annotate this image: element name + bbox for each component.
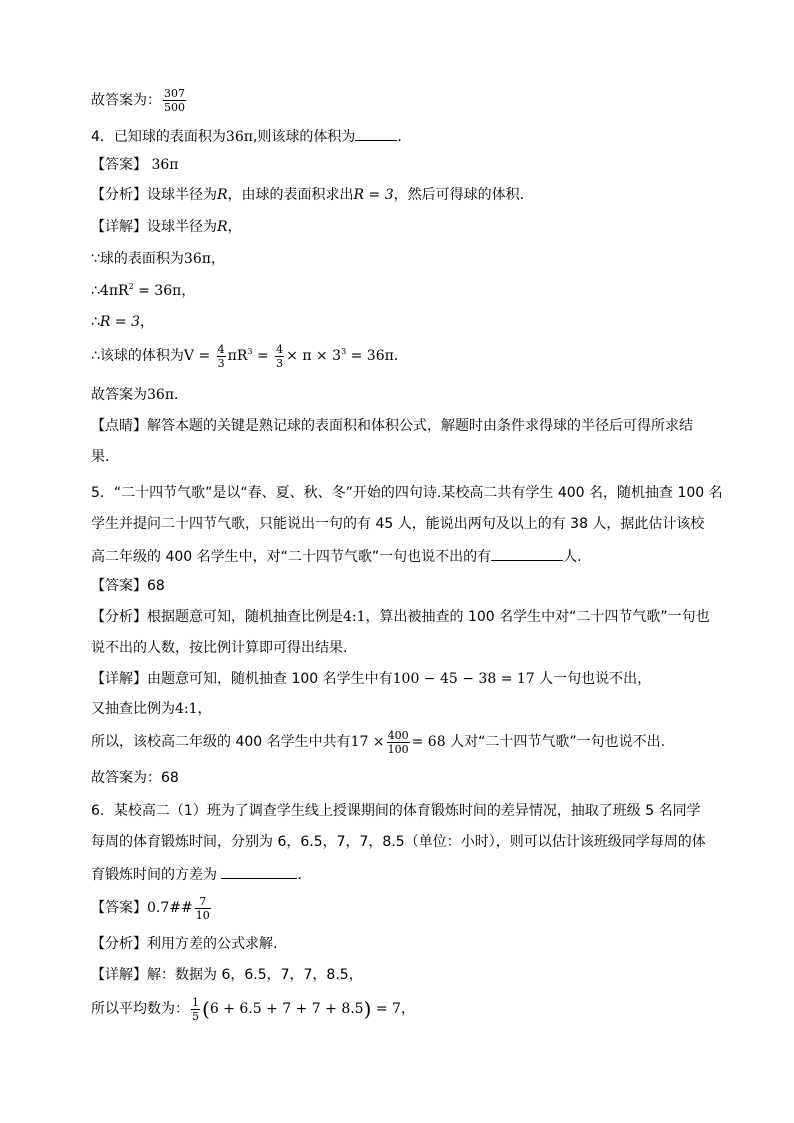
text: 故答案为： <box>91 770 161 786</box>
detail-tag: 【详解】 <box>91 671 147 687</box>
q6-answer-fraction <box>195 895 211 922</box>
answer-blank <box>491 546 563 561</box>
text: 人对“二十四节气歌”一句也说不出. <box>445 734 666 750</box>
q5-stem-line1 <box>91 484 723 502</box>
math: 0.7## <box>147 900 193 916</box>
q5-stem-line2 <box>91 515 704 533</box>
text: 育锻炼时间的方差为 <box>91 867 222 883</box>
analysis-tag: 【分析】 <box>91 609 147 625</box>
answer-tag: 【答案】 <box>91 900 147 916</box>
text: 又抽查比例为 <box>91 701 175 717</box>
frac-num: 1 <box>192 995 199 1009</box>
text: 果． <box>91 449 119 465</box>
text: 所以平均数为： <box>91 1001 189 1017</box>
answer-tag: 【答案】 <box>91 578 147 594</box>
q5-detail-line3 <box>91 728 665 756</box>
volume-fraction-2 <box>275 343 284 370</box>
close-paren: ) <box>363 997 372 1021</box>
answer-tag: 【答案】 <box>91 157 147 173</box>
mean-fraction <box>191 996 200 1023</box>
q6-analysis <box>91 935 277 953</box>
q4-analysis <box>91 186 534 204</box>
text: ， <box>227 219 242 235</box>
frac-den: 3 <box>217 356 225 370</box>
math: 4:1 <box>175 701 198 717</box>
text: 人. <box>563 549 582 565</box>
text: 故答案为 <box>91 387 147 403</box>
text: ,则该球的体积为 <box>252 129 356 145</box>
q6-stem-line3 <box>91 864 311 884</box>
q5-detail-line1 <box>91 670 651 688</box>
comment-tag: 【点睛】 <box>91 418 147 434</box>
q3-answer-prefix: 故答案为： <box>91 92 161 109</box>
q6-answer <box>91 894 213 922</box>
q6-stem-line2 <box>91 833 706 851</box>
q5-answer <box>91 577 165 595</box>
math: 36π <box>147 387 175 403</box>
frac-den: 5 <box>192 1009 199 1023</box>
q3-answer-fraction <box>163 87 186 114</box>
text: 4．已知球的表面积为 <box>91 129 226 145</box>
text: 每周的体育锻炼时间，分别为 6，6.5，7，7，8.5（单位：小时），则可以估计该班级同学每周的体 <box>91 834 706 850</box>
text: 5．“二十四节气歌”是以“春、夏、秋、冬”开始的四句诗.某校高二共有学生 400 名，随机抽查 100 名 <box>91 485 723 501</box>
math: = <box>252 348 274 364</box>
text: 解：数据为 6，6.5，7，7，8.5， <box>147 967 363 983</box>
q5-fraction <box>387 729 410 756</box>
q4-step4 <box>91 342 408 370</box>
frac-num: 307 <box>164 87 185 100</box>
text: 68 <box>161 770 179 786</box>
q5-detail-line2 <box>91 700 212 718</box>
q6-stem-line1 <box>91 802 701 820</box>
math: 36π <box>225 129 253 145</box>
math-sup: 3 <box>341 347 347 356</box>
math: 100 − 45 − 38 = 17 <box>392 671 535 687</box>
q5-final <box>91 769 179 787</box>
text: 由题意可知，随机抽查 100 名学生中有 <box>147 671 393 687</box>
text: 设球半径为 <box>147 187 217 203</box>
frac-num: 4 <box>217 342 225 356</box>
q4-step1 <box>91 250 225 268</box>
frac-den: 3 <box>276 356 284 370</box>
q4-answer <box>91 156 178 174</box>
math: R = 3 <box>99 314 141 330</box>
text: ， <box>140 314 155 330</box>
q4-final <box>91 386 188 404</box>
volume-fraction-1 <box>217 343 226 370</box>
text: ， <box>197 701 212 717</box>
math: = 36π <box>133 283 182 299</box>
text: ， <box>400 1001 415 1017</box>
text: ∴ <box>91 314 100 330</box>
frac-den: 100 <box>387 742 409 756</box>
text: 利用方差的公式求解. <box>147 936 278 952</box>
q6-detail <box>91 966 363 984</box>
text: ∴该球的体积为 <box>91 348 184 364</box>
q4-stem <box>91 126 402 146</box>
answer-blank <box>355 126 397 141</box>
text: 高二年级的 400 名学生中，对“二十四节气歌”一句也说不出的有 <box>91 549 492 565</box>
analysis-tag: 【分析】 <box>91 187 147 203</box>
q5-stem-line3 <box>91 546 582 566</box>
math: R = 3 <box>353 187 394 203</box>
math: = 36π <box>346 348 394 364</box>
analysis-tag: 【分析】 <box>91 936 147 952</box>
text: ∴ <box>91 283 100 299</box>
frac-den: 10 <box>195 908 210 922</box>
text: 学生并提问二十四节气歌，只能说出一句的有 45 人，能说出两句及以上的有 38 人，据此估计该校 <box>91 516 705 532</box>
text: 68 <box>147 578 165 594</box>
math: πR <box>227 348 248 364</box>
math: V = <box>183 348 215 364</box>
text: ． <box>174 387 189 403</box>
text: ． <box>393 348 408 364</box>
text: 说不出的人数，按比例计算即可得出结果. <box>91 640 348 656</box>
text: ∵球的表面积为 <box>91 251 184 267</box>
text: 设球半径为 <box>147 219 217 235</box>
frac-num: 4 <box>276 342 284 356</box>
q4-comment-line1 <box>91 417 693 435</box>
text: . <box>397 129 402 145</box>
q4-step2 <box>91 282 195 300</box>
q4-step3 <box>91 313 154 331</box>
text: ， <box>181 283 196 299</box>
math: 6 + 6.5 + 7 + 7 + 8.5 <box>209 1001 364 1017</box>
q4-detail <box>91 218 242 236</box>
math-sup: 2 <box>128 282 134 291</box>
q5-analysis-line2 <box>91 639 347 657</box>
text: 解答本题的关键是熟记球的表面积和体积公式，解题时由条件求得球的半径后可得所求结 <box>147 418 693 434</box>
detail-tag: 【详解】 <box>91 219 147 235</box>
math: 17 × <box>350 734 385 750</box>
math: × π × 3 <box>286 348 342 364</box>
text: ，由球的表面积求出 <box>227 187 354 203</box>
math: R <box>217 187 228 203</box>
math: R <box>217 219 228 235</box>
text: 根据题意可知，随机抽查比例是 <box>147 609 343 625</box>
answer-blank <box>221 864 297 879</box>
text: 人一句也说不出， <box>534 671 652 687</box>
text: ， <box>210 251 225 267</box>
math-sup: 3 <box>247 347 253 356</box>
text: ，算出被抽查的 100 名学生中对“二十四节气歌”一句也 <box>365 609 710 625</box>
detail-tag: 【详解】 <box>91 967 147 983</box>
math: = 68 <box>411 734 446 750</box>
q6-mean <box>91 995 415 1023</box>
q3-final-answer <box>91 87 188 114</box>
text: ，然后可得球的体积． <box>393 187 534 203</box>
text: ． <box>297 867 312 883</box>
frac-num: 7 <box>195 895 211 909</box>
text: 6．某校高二（1）班为了调查学生线上授课期间的体育锻炼时间的差异情况，抽取了班级 5 名同学 <box>91 803 701 819</box>
math: = 7 <box>371 1001 401 1017</box>
q5-analysis-line1 <box>91 608 710 626</box>
frac-den: 500 <box>164 101 185 114</box>
math: 36π <box>151 157 179 173</box>
math: 4:1 <box>343 609 366 625</box>
q4-comment-line2 <box>91 448 119 466</box>
frac-num: 400 <box>387 728 409 742</box>
math: 4πR <box>99 283 129 299</box>
math: 36π <box>183 251 211 267</box>
text: 所以，该校高二年级的 400 名学生中共有 <box>91 734 351 750</box>
open-paren: ( <box>202 997 210 1021</box>
